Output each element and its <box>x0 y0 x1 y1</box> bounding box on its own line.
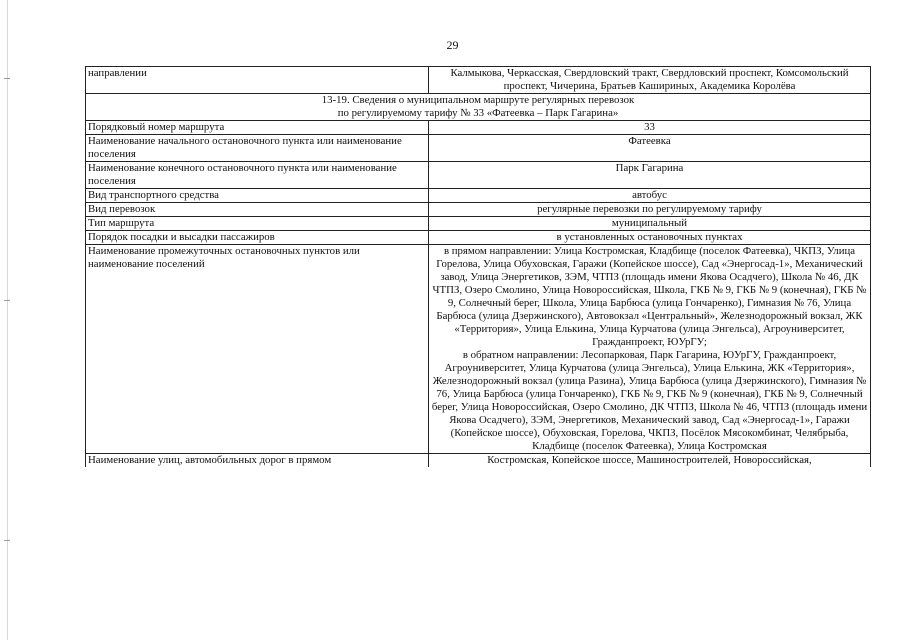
section-header <box>86 94 871 121</box>
row-value: автобус <box>429 189 871 203</box>
section-title-line-1: 13-19. Сведения о муниципальном маршруте регулярных перевозок <box>321 94 635 106</box>
table-row <box>86 121 871 135</box>
row-label: Порядковый номер маршрута <box>86 121 429 135</box>
table-row <box>86 231 871 245</box>
row-value: Парк Гагарина <box>429 162 871 189</box>
table-row <box>86 189 871 203</box>
row-value: 33 <box>429 121 871 135</box>
row-value: регулярные перевозки по регулируемому тарифу <box>429 203 871 217</box>
row-label: Тип маршрута <box>86 217 429 231</box>
left-margin-line <box>7 0 8 640</box>
table-row <box>86 217 871 231</box>
route-info-table <box>85 66 871 467</box>
table-row <box>86 135 871 162</box>
table-row <box>86 203 871 217</box>
left-margin-mark <box>4 540 10 541</box>
row-label: Порядок посадки и высадки пассажиров <box>86 231 429 245</box>
left-margin-mark <box>4 78 10 79</box>
row-value: Фатеевка <box>429 135 871 162</box>
row-label: Наименование начального остановочного пункта или наименование поселения <box>86 135 429 162</box>
table-row <box>86 454 871 468</box>
left-margin-mark <box>4 300 10 301</box>
table-row <box>86 67 871 94</box>
stops-value <box>429 245 871 454</box>
table-row <box>86 245 871 454</box>
row-value: Калмыкова, Черкасская, Свердловский тракт, Свердловский проспект, Комсомольский проспект, Чичерина, Братьев Кашириных, Академика Королёва <box>429 67 871 94</box>
row-label: Наименование промежуточных остановочных пунктов или наименование поселений <box>86 245 429 454</box>
table-row <box>86 162 871 189</box>
row-label: Вид перевозок <box>86 203 429 217</box>
stops-forward: в прямом направлении: Улица Костромская, Кладбище (поселок Фатеевка), ЧКПЗ, Улица Горелова, Улица Обуховская, Гаражи (Копейское шоссе), Сад «Энергосад-1», Механический завод, Улица Энергетиков, ЗЭМ, ЧТПЗ (площадь имени Якова Осадчего), Школа № 46, ДК ЧТПЗ, Озеро Смолино, Улица Новороссийская, Школа, ГКБ № 9, ГКБ № 9 (конечная), ГКБ № 9, Солнечный берег, Школа, Улица Барбюса (улица Гончаренко), Гимназия № 76, Улица Барбюса (улица Дзержинского), Автовокзал «Центральный», Железнодорожный вокзал, ЖК «Территория», Улица Елькина, Улица Курчатова (улица Энгельса), Агроуниверситет, Гражданпроект, ЮУрГУ; <box>432 245 867 348</box>
row-label: Вид транспортного средства <box>86 189 429 203</box>
row-label: Наименование конечного остановочного пункта или наименование поселения <box>86 162 429 189</box>
section-header-row <box>86 94 871 121</box>
page-number: 29 <box>446 38 459 52</box>
stops-reverse: в обратном направлении: Лесопарковая, Парк Гагарина, ЮУрГУ, Гражданпроект, Агроуниверситет, Улица Курчатова (улица Энгельса), Улица Елькина, ЖК «Территория», Железнодорожный вокзал (улица Разина), Улица Барбюса (улица Дзержинского), Гимназия № 76, Улица Барбюса (улица Гончаренко), ГКБ № 9, ГКБ № 9 (конечная), ГКБ № 9, Солнечный берег, Улица Новороссийская, Озеро Смолино, ДК ЧТПЗ, Школа № 46, ЧТПЗ (площадь имени Якова Осадчего), ЗЭМ, Энергетиков, Механический завод, Сад «Энергосад-1», Гаражи (Копейское шоссе), Обуховская, Горелова, ЧКПЗ, Посёлок Мясокомбинат, Челябрыба, Кладбище (поселок Фатеевка), Улица Костромская <box>431 349 868 452</box>
row-value: Костромская, Копейское шоссе, Машиностроителей, Новороссийская, <box>429 454 871 468</box>
row-value: муниципальный <box>429 217 871 231</box>
row-label: Наименование улиц, автомобильных дорог в прямом <box>86 454 429 468</box>
row-value: в установленных остановочных пунктах <box>429 231 871 245</box>
section-title-line-2: по регулируемому тарифу № 33 «Фатеевка – Парк Гагарина» <box>337 107 619 119</box>
row-label: направлении <box>86 67 429 94</box>
